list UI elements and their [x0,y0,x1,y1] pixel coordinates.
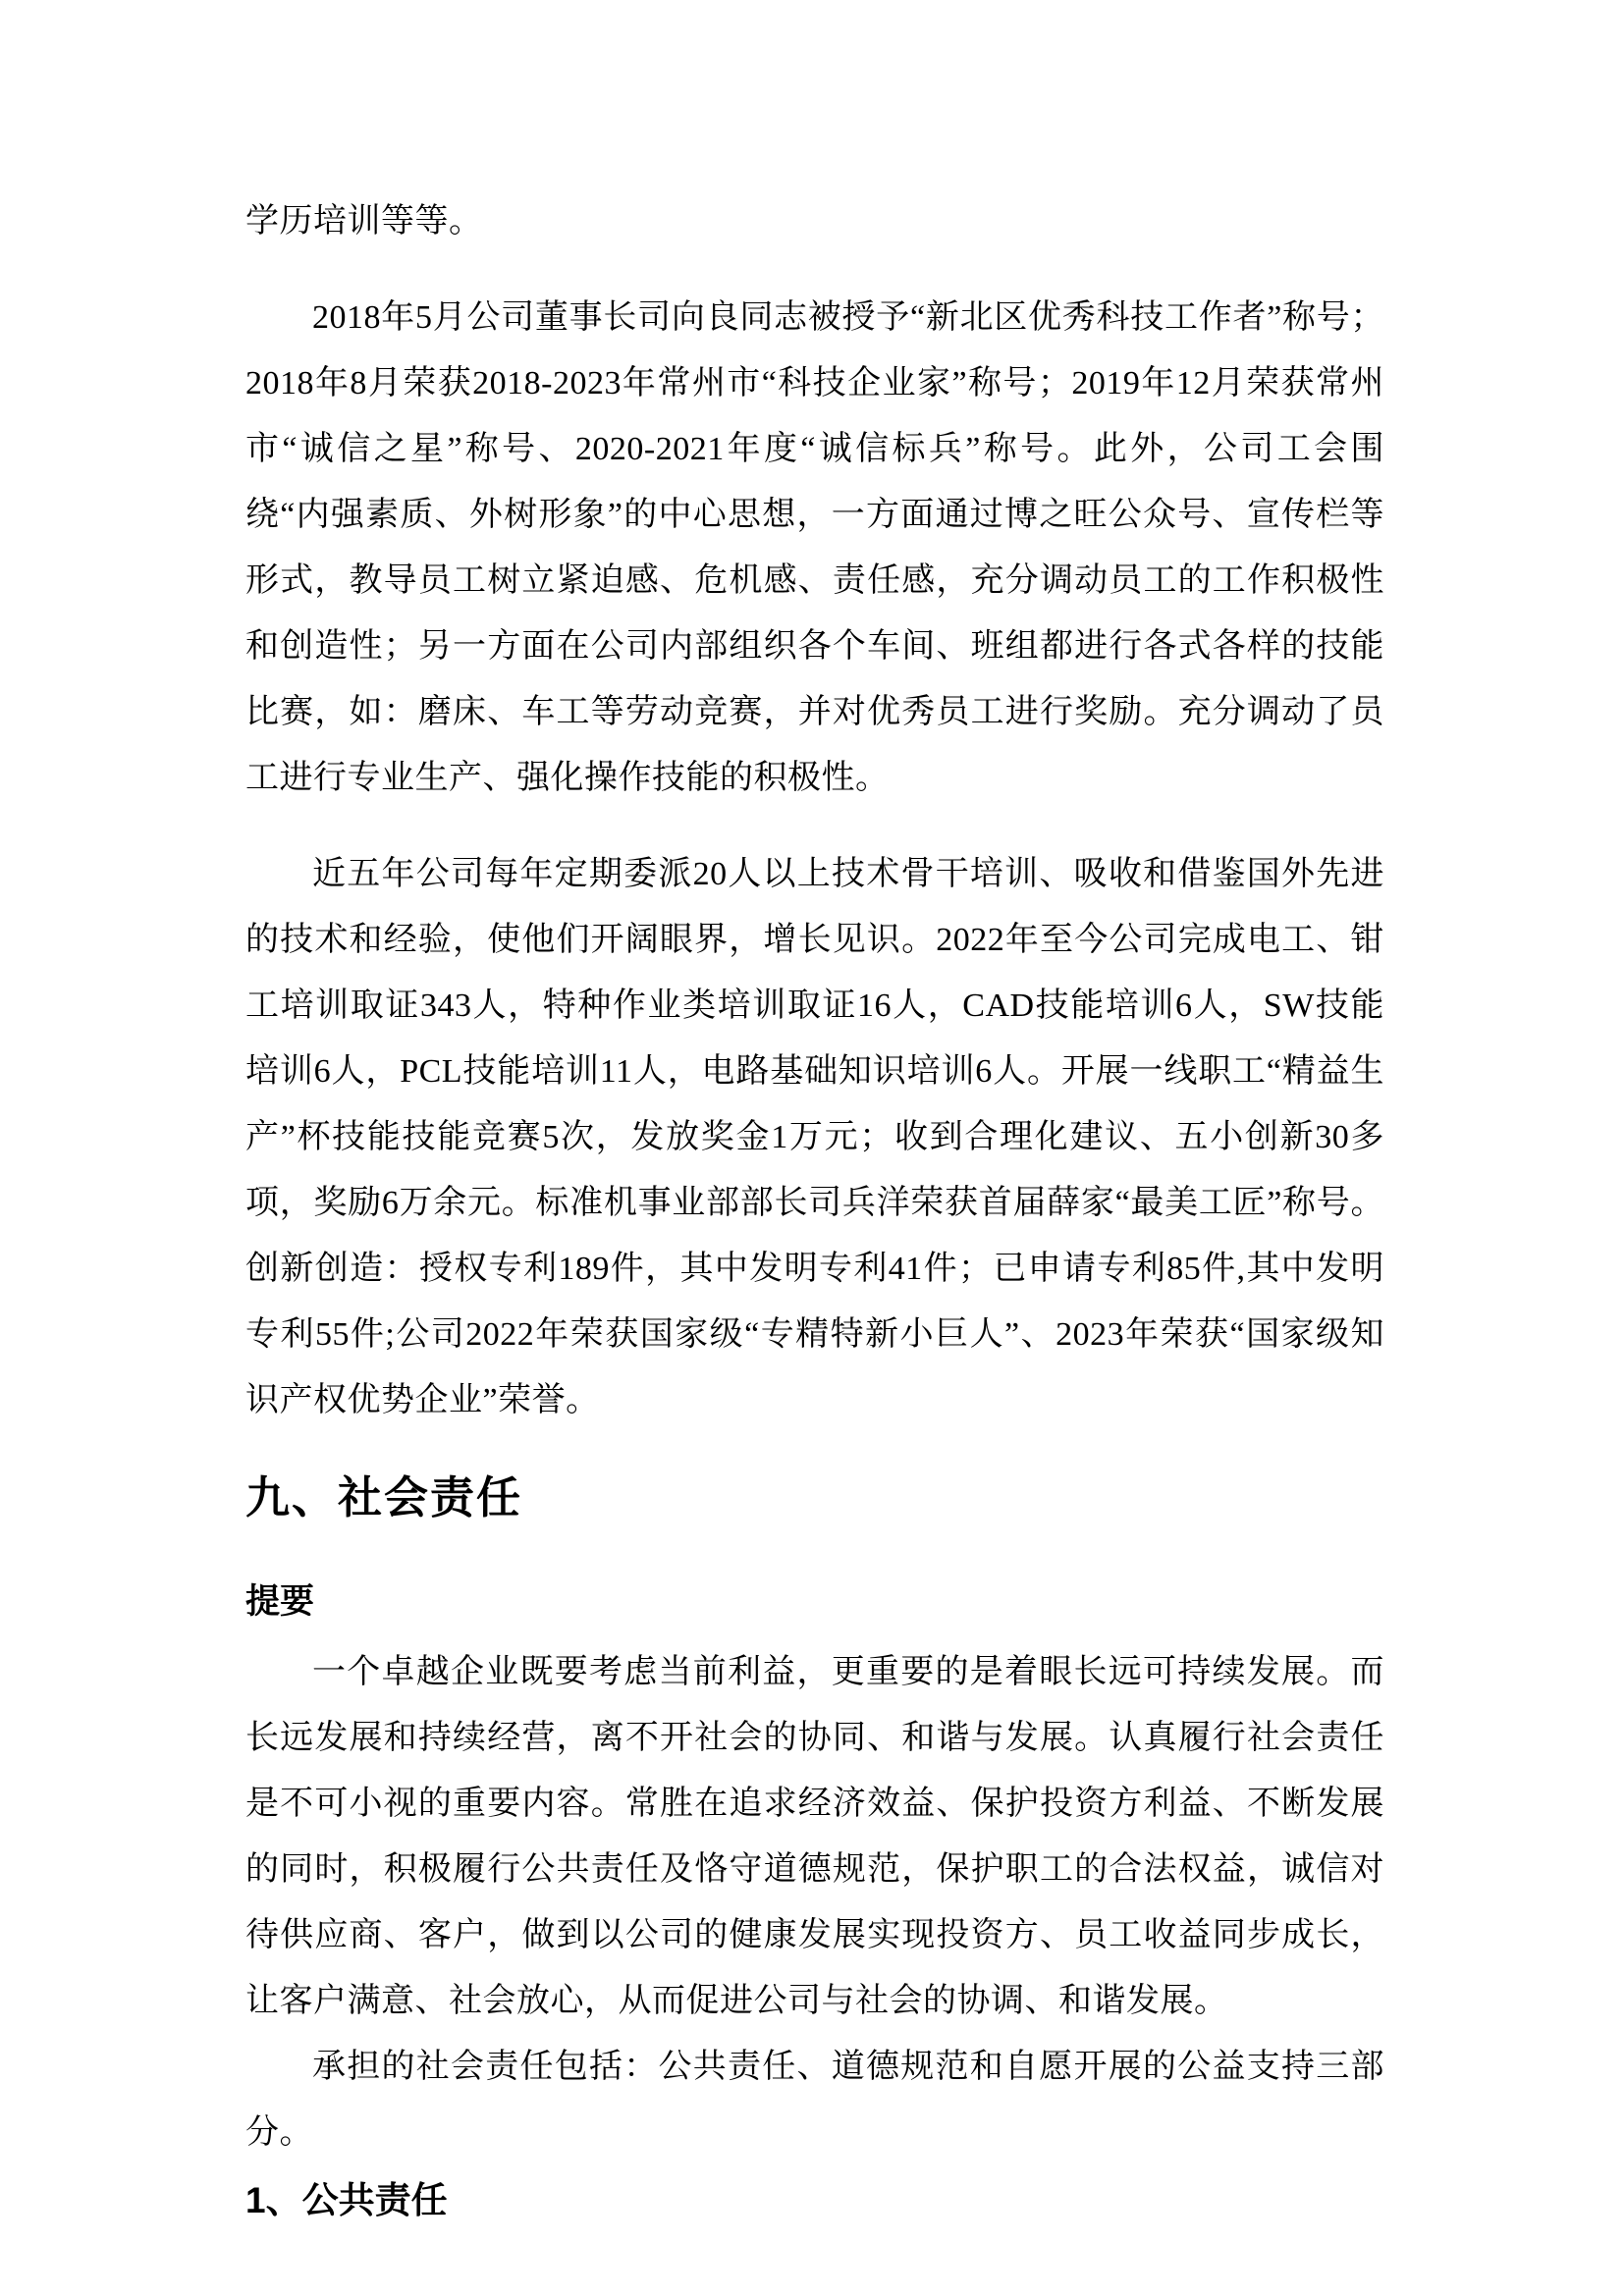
paragraph-training: 近五年公司每年定期委派20人以上技术骨干培训、吸收和借鉴国外先进的技术和经验，使他们开阔眼界，增长见识。2022年至今公司完成电工、钳工培训取证343人，特种作业类培训取证16人，CAD技能培训6人，SW技能培训6人，PCL技能培训11人，电路基础知识培训6人。开展一线职工“精益生产”杯技能技能竞赛5次，发放奖金1万元；收到合理化建议、五小创新30多项，奖励6万余元。标准机事业部部长司兵洋荣获首届薛家“最美工匠”称号。创新创造：授权专利189件，其中发明专利41件；已申请专利85件,其中发明专利55件;公司2022年荣获国家级“专精特新小巨人”、2023年荣获“国家级知识产权优势企业”荣誉。 [245,856,1384,1418]
paragraph-summary: 一个卓越企业既要考虑当前利益，更重要的是着眼长远可持续发展。而长远发展和持续经营，离不开社会的协同、和谐与发展。认真履行社会责任是不可小视的重要内容。常胜在追求经济效益、保护投资方利益、不断发展的同时，积极履行公共责任及恪守道德规范，保护职工的合法权益，诚信对待供应商、客户，做到以公司的健康发展实现投资方、员工收益同步成长，让客户满意、社会放心，从而促进公司与社会的协调、和谐发展。 [245,1654,1384,2019]
continuation-line: 学历培训等等。 [245,203,483,240]
paragraph-awards: 2018年5月公司董事长司向良同志被授予“新北区优秀科技工作者”称号；2018年8月荣获2018-2023年常州市“科技企业家”称号；2019年12月荣获常州市“诚信之星”称号、2020-2021年度“诚信标兵”称号。此外，公司工会围绕“内强素质、外树形象”的中心思想，一方面通过博之旺公众号、宣传栏等形式，教导员工树立紧迫感、危机感、责任感，充分调动员工的工作积极性和创造性；另一方面在公司内部组织各个车间、班组都进行各式各样的技能比赛，如：磨床、车工等劳动竞赛，并对优秀员工进行奖励。充分调动了员工进行专业生产、强化操作技能的积极性。 [245,299,1384,796]
paragraph-responsibility-parts: 承担的社会责任包括：公共责任、道德规范和自愿开展的公益支持三部分。 [245,2049,1384,2151]
section-heading-social-responsibility: 九、社会责任 [245,1472,523,1522]
subheading-public-responsibility: 1、公共责任 [245,2180,448,2220]
subheading-summary: 提要 [245,1582,315,1621]
